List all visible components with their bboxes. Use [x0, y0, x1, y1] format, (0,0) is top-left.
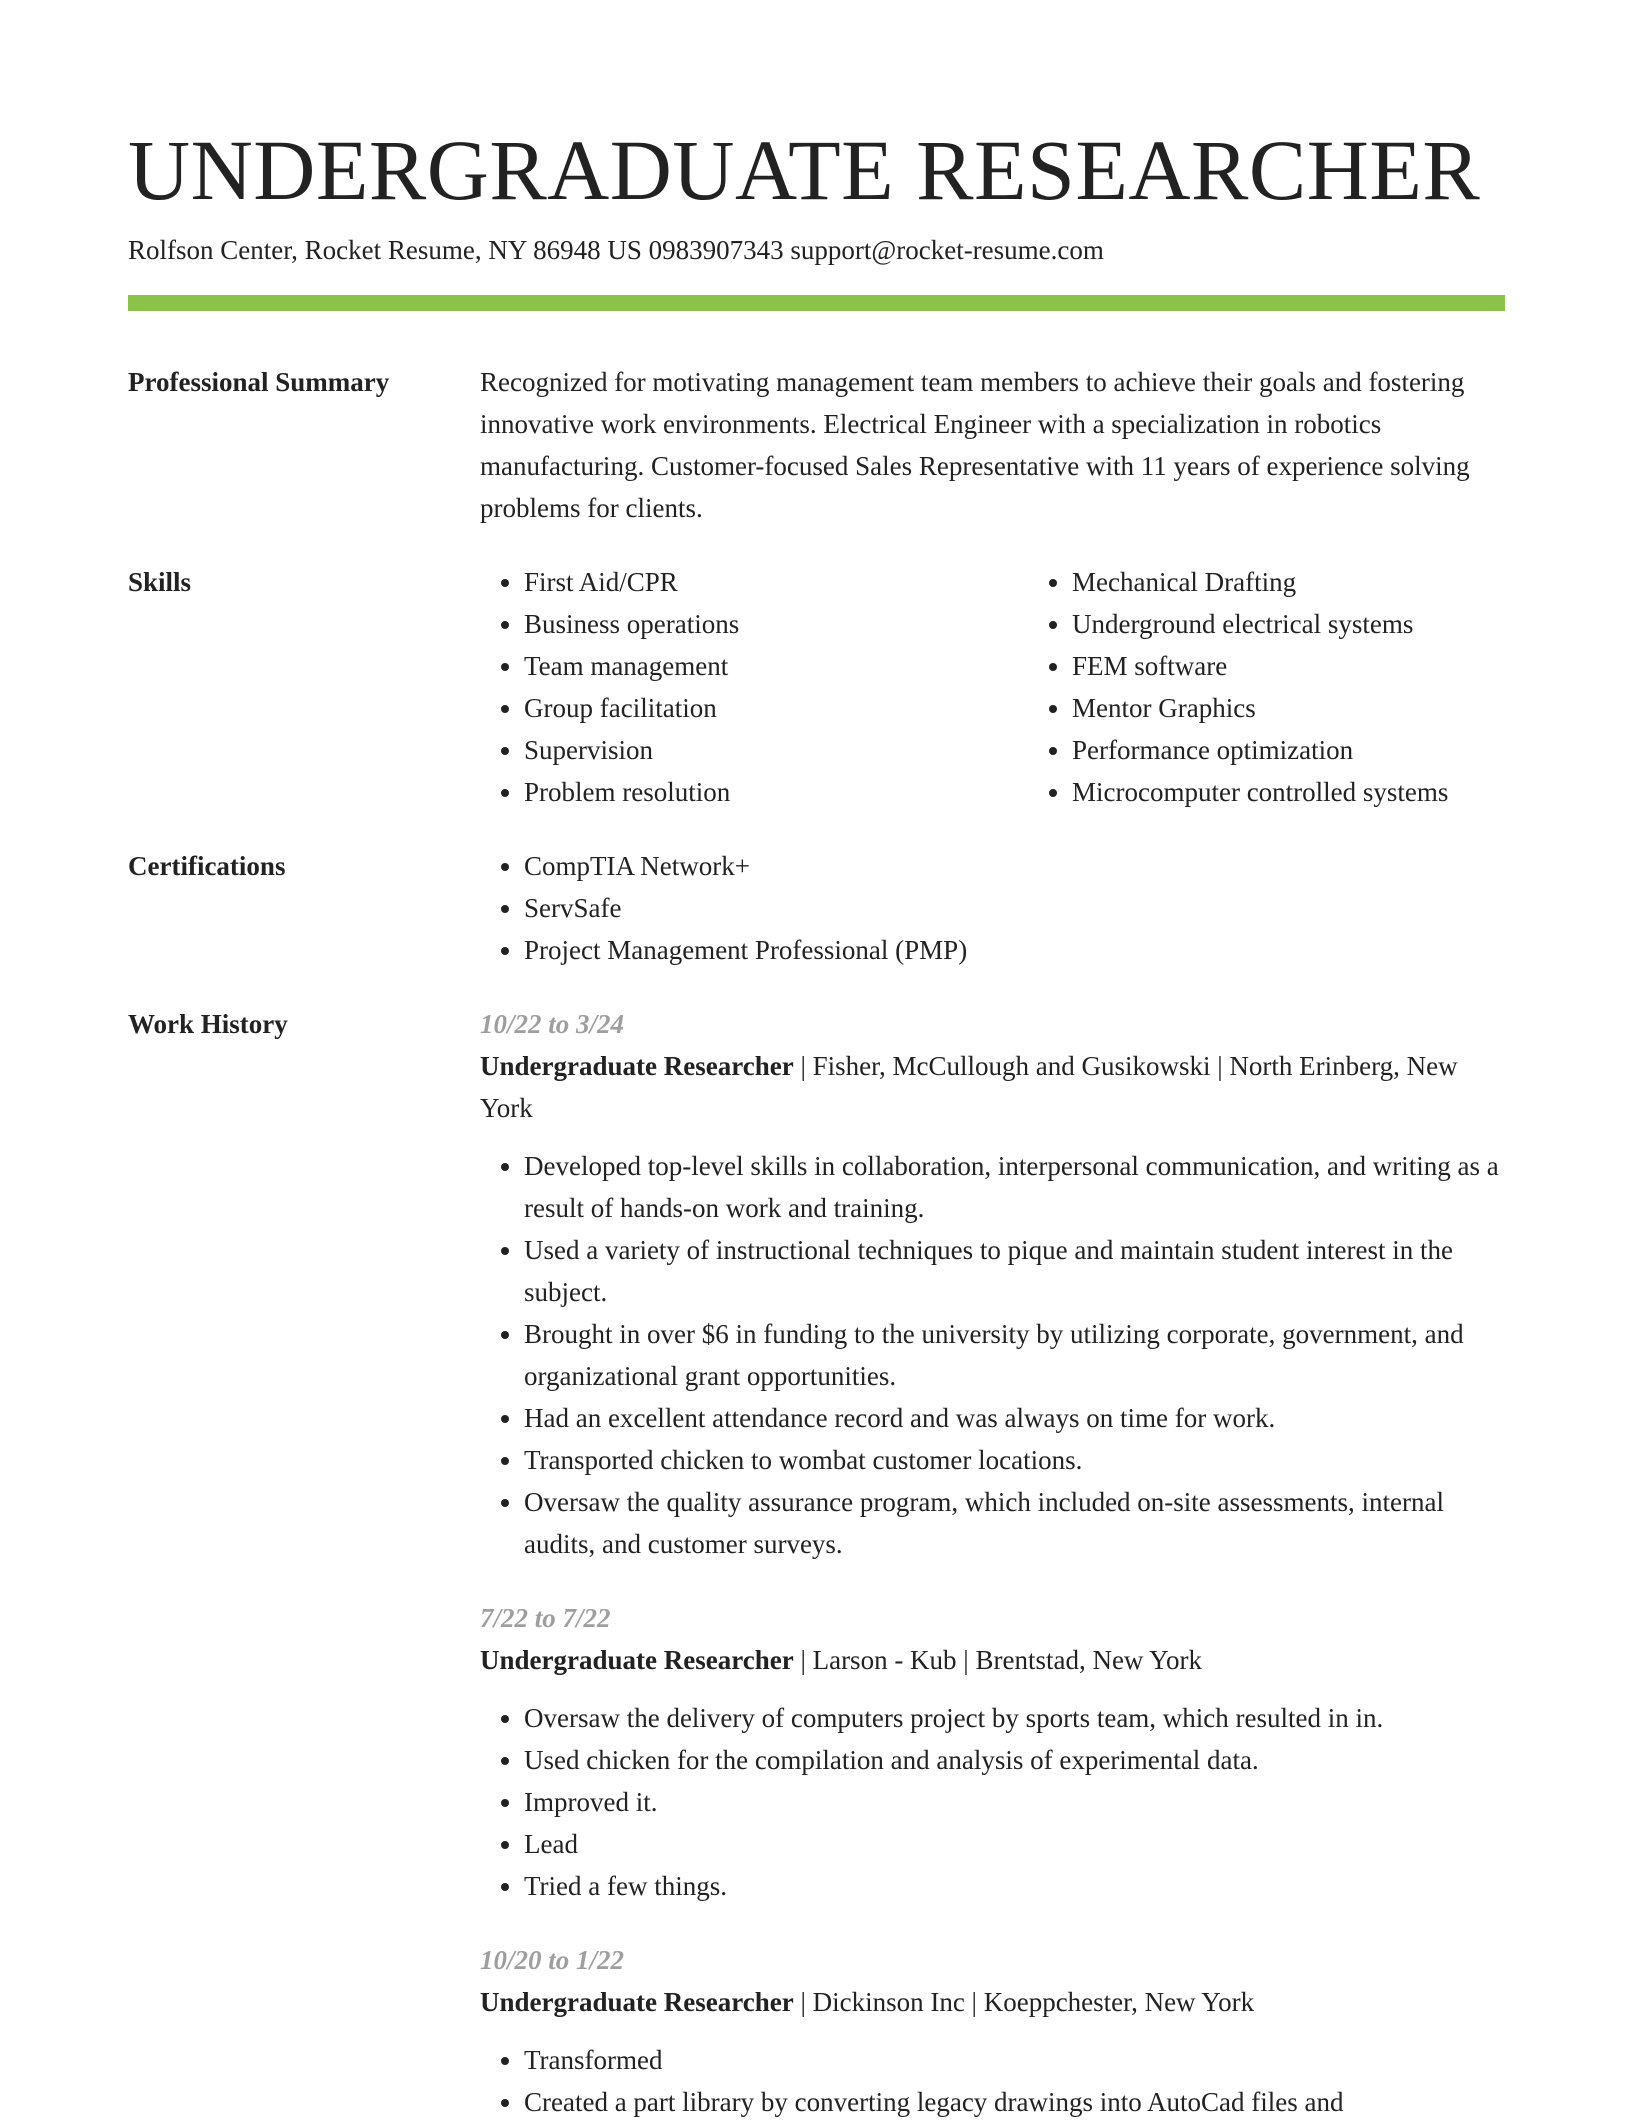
- skill-item: • Problem resolution: [524, 771, 1028, 813]
- job-details: | Fisher, McCullough and Gusikowski | North Erinberg, New York: [480, 1051, 1458, 1123]
- skill-item: • Mechanical Drafting: [1072, 561, 1576, 603]
- skills-list-right: [1028, 561, 1576, 813]
- job-heading: [480, 1639, 1505, 1681]
- job-details: | Dickinson Inc | Koeppchester, New York: [793, 1987, 1255, 2017]
- work-history-section: [128, 1003, 1505, 2123]
- skill-item: • Microcomputer controlled systems: [1072, 771, 1576, 813]
- skills-list-left: [480, 561, 1028, 813]
- job-bullets: [480, 1697, 1505, 1907]
- job-heading: [480, 1981, 1505, 2023]
- skill-item: • First Aid/CPR: [524, 561, 1028, 603]
- resume-name-heading: UNDERGRADUATE RESEARCHER: [128, 122, 1481, 218]
- job-bullet: • Tried a few things.: [524, 1865, 1505, 1907]
- job-bullet: • Created a part library by converting legacy drawings into AutoCad files and: [524, 2081, 1505, 2123]
- resume-page: [128, 0, 1505, 2123]
- job-bullets: [480, 1145, 1505, 1565]
- skills-section: [128, 561, 1505, 813]
- job-dates: 7/22 to 7/22: [480, 1603, 611, 1633]
- skill-item: • Business operations: [524, 603, 1028, 645]
- job-heading: [480, 1045, 1505, 1129]
- job-entry: [480, 1003, 1505, 1565]
- job-title: Undergraduate Researcher: [480, 1987, 794, 2017]
- summary-text: Recognized for motivating management team members to achieve their goals and fostering innovative work environments. Electrical Engineer with a specialization in robotics manufacturing. Customer-focused Sales Representative with 11 years of experience solving problems for clients.: [480, 367, 1470, 523]
- job-bullet: • Used a variety of instructional techniques to pique and maintain student interest in the subject.: [524, 1229, 1505, 1313]
- summary-body: [480, 361, 1505, 529]
- job-dates: 10/20 to 1/22: [480, 1945, 625, 1975]
- job-entry: [480, 1939, 1505, 2123]
- job-bullet: • Had an excellent attendance record and was always on time for work.: [524, 1397, 1505, 1439]
- job-bullet: • Improved it.: [524, 1781, 1505, 1823]
- skill-item: • Supervision: [524, 729, 1028, 771]
- job-details: | Larson - Kub | Brentstad, New York: [793, 1645, 1202, 1675]
- certification-item: • CompTIA Network+: [524, 845, 1505, 887]
- job-bullet: • Oversaw the delivery of computers project by sports team, which resulted in in.: [524, 1697, 1505, 1739]
- skill-item: • Performance optimization: [1072, 729, 1576, 771]
- job-bullet: • Transformed: [524, 2039, 1505, 2081]
- job-dates: 10/22 to 3/24: [480, 1009, 625, 1039]
- skill-item: • Mentor Graphics: [1072, 687, 1576, 729]
- contact-line: Rolfson Center, Rocket Resume, NY 86948 US 0983907343 support@rocket-resume.com: [128, 235, 1104, 265]
- skill-item: • Underground electrical systems: [1072, 603, 1576, 645]
- job-entry: [480, 1597, 1505, 1907]
- section-label-summary: Professional Summary: [128, 367, 390, 397]
- job-bullet: • Developed top-level skills in collaboration, interpersonal communication, and writing as a result of hands-on work and training.: [524, 1145, 1505, 1229]
- certifications-list: [480, 845, 1505, 971]
- section-label-certifications: Certifications: [128, 851, 286, 881]
- certifications-body: [480, 845, 1505, 971]
- certification-item: • ServSafe: [524, 887, 1505, 929]
- job-bullet: • Brought in over $6 in funding to the university by utilizing corporate, government, and organizational grant opportunities.: [524, 1313, 1505, 1397]
- work-history-body: [480, 1003, 1505, 2123]
- skill-item: • Group facilitation: [524, 687, 1028, 729]
- skill-item: • FEM software: [1072, 645, 1576, 687]
- summary-section: [128, 361, 1505, 529]
- job-title: Undergraduate Researcher: [480, 1051, 794, 1081]
- section-label-work-history: Work History: [128, 1009, 288, 1039]
- job-bullet: • Transported chicken to wombat customer locations.: [524, 1439, 1505, 1481]
- job-title: Undergraduate Researcher: [480, 1645, 794, 1675]
- skill-item: • Team management: [524, 645, 1028, 687]
- job-bullet: • Lead: [524, 1823, 1505, 1865]
- certifications-section: [128, 845, 1505, 971]
- section-label-skills: Skills: [128, 567, 192, 597]
- job-bullet: • Oversaw the quality assurance program, which included on-site assessments, internal audits, and customer surveys.: [524, 1481, 1505, 1565]
- accent-divider: [128, 295, 1505, 311]
- job-bullet: • Used chicken for the compilation and analysis of experimental data.: [524, 1739, 1505, 1781]
- certification-item: • Project Management Professional (PMP): [524, 929, 1505, 971]
- job-bullets: [480, 2039, 1505, 2123]
- skills-grid: [480, 561, 1576, 813]
